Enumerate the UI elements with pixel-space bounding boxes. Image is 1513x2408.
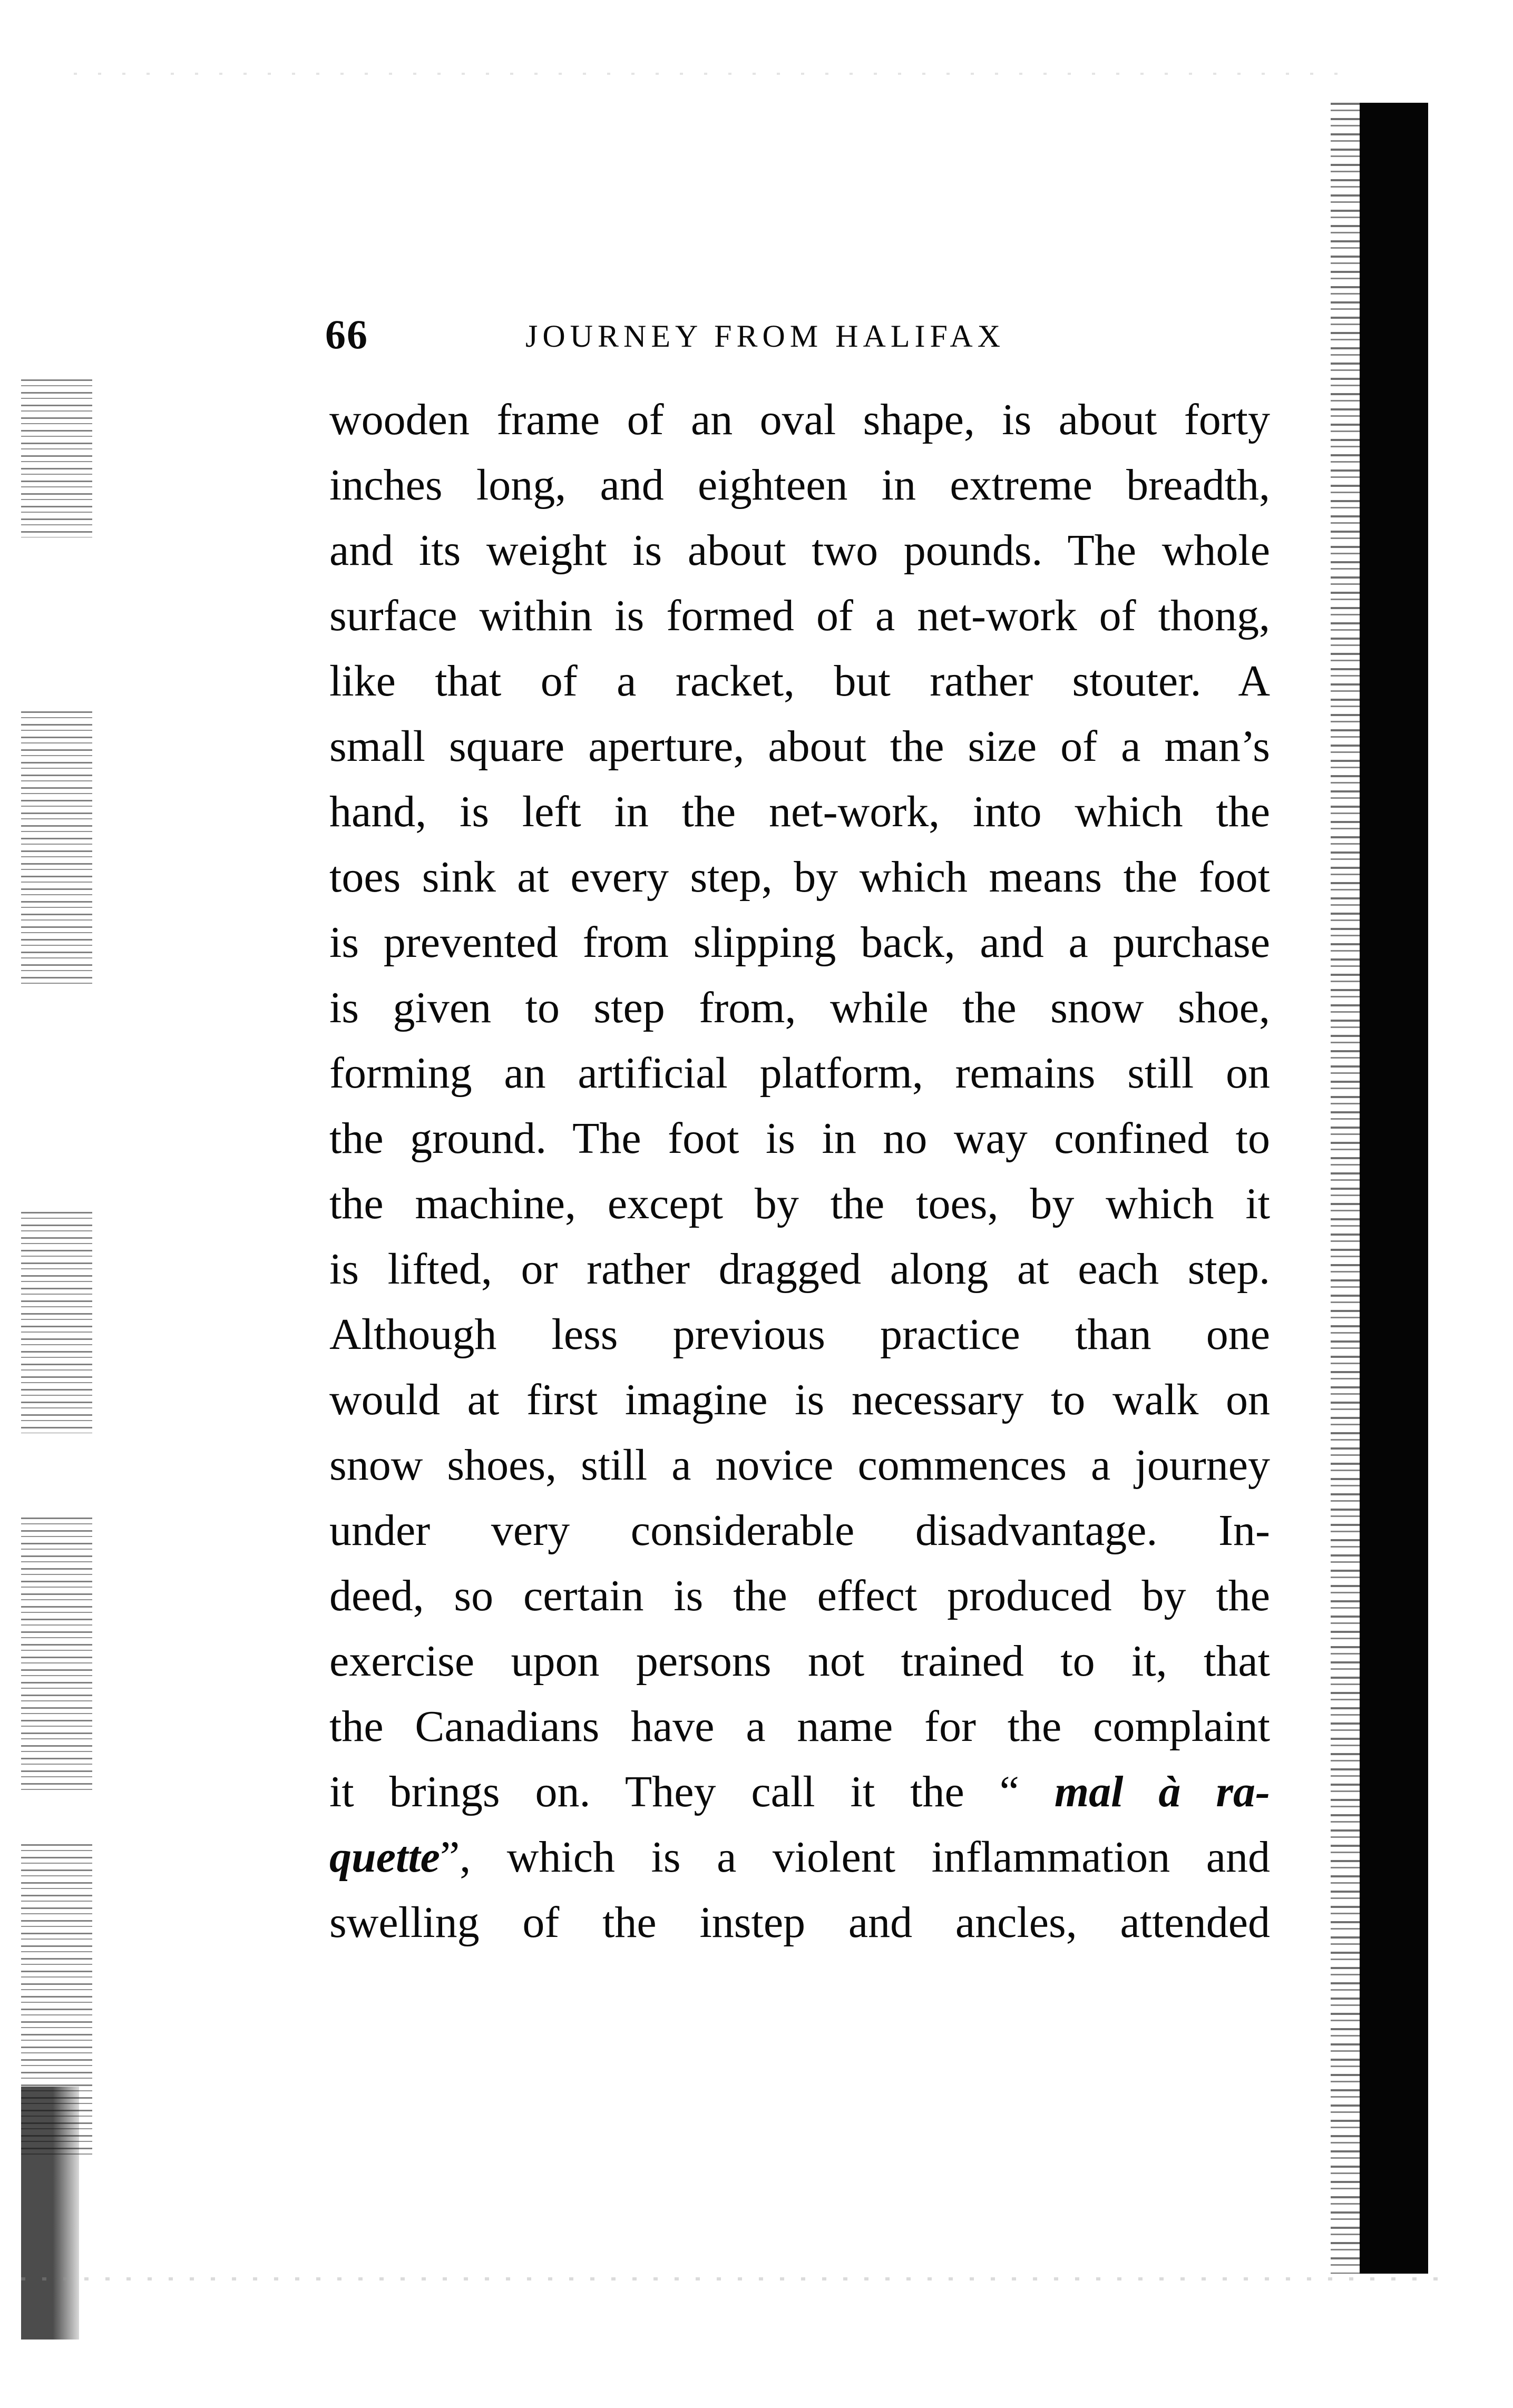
text-line: is given to step from, while the snow shoe, (329, 983, 1270, 1032)
italic-phrase: mal à ra- (1054, 1767, 1270, 1816)
text-run: it brings on. They call it the “ (329, 1767, 1055, 1816)
italic-phrase: quette (329, 1833, 440, 1882)
text-line: and its weight is about two pounds. The whole (329, 526, 1270, 575)
text-run: ”, which is a violent inflammation and (440, 1833, 1270, 1882)
text-line: surface within is formed of a net-work of thong, (329, 591, 1270, 640)
text-line: wooden frame of an oval shape, is about forty (329, 395, 1270, 444)
text-line: the machine, except by the toes, by which it (329, 1179, 1270, 1228)
page-header (325, 311, 1274, 369)
scan-speckle (21, 1518, 92, 1792)
page-number: 66 (325, 311, 368, 357)
text-line: snow shoes, still a novice commences a journey (329, 1441, 1270, 1490)
text-line (329, 1825, 1270, 1890)
text-line (329, 1759, 1270, 1825)
text-line: toes sink at every step, by which means the foot (329, 853, 1270, 902)
text-line: is prevented from slipping back, and a purchase (329, 918, 1270, 967)
text-line: like that of a racket, but rather stouter. A (329, 657, 1270, 706)
scan-bottom-dots (21, 2277, 1444, 2280)
text-line: forming an artificial platform, remains still on (329, 1049, 1270, 1098)
scan-speckle (21, 711, 92, 985)
text-line: the ground. The foot is in no way confined to (329, 1114, 1270, 1163)
scan-top-dots (74, 73, 1354, 75)
binding-shadow (21, 2087, 79, 2340)
scan-speckle (21, 379, 92, 537)
scan-speckle (21, 1212, 92, 1433)
text-line: inches long, and eighteen in extreme breadth, (329, 461, 1270, 510)
text-line: under very considerable disadvantage. In- (329, 1506, 1270, 1555)
text-line: would at first imagine is necessary to walk on (329, 1375, 1270, 1424)
text-line: Although less previous practice than one (329, 1310, 1270, 1359)
text-line: deed, so certain is the effect produced by the (329, 1571, 1270, 1620)
text-line: small square aperture, about the size of a man’s (329, 722, 1270, 771)
left-scan-margin (0, 0, 92, 2408)
body-text (329, 387, 1270, 1955)
page-edge-shadow (1360, 103, 1428, 2274)
text-line: is lifted, or rather dragged along at each step. (329, 1245, 1270, 1294)
page-edge-fray (1331, 103, 1362, 2274)
text-line: the Canadians have a name for the complaint (329, 1702, 1270, 1751)
running-head: JOURNEY FROM HALIFAX (525, 319, 1006, 354)
text-line: swelling of the instep and ancles, attended (329, 1898, 1270, 1947)
text-line: hand, is left in the net-work, into which the (329, 787, 1270, 836)
text-line: exercise upon persons not trained to it, that (329, 1637, 1270, 1686)
